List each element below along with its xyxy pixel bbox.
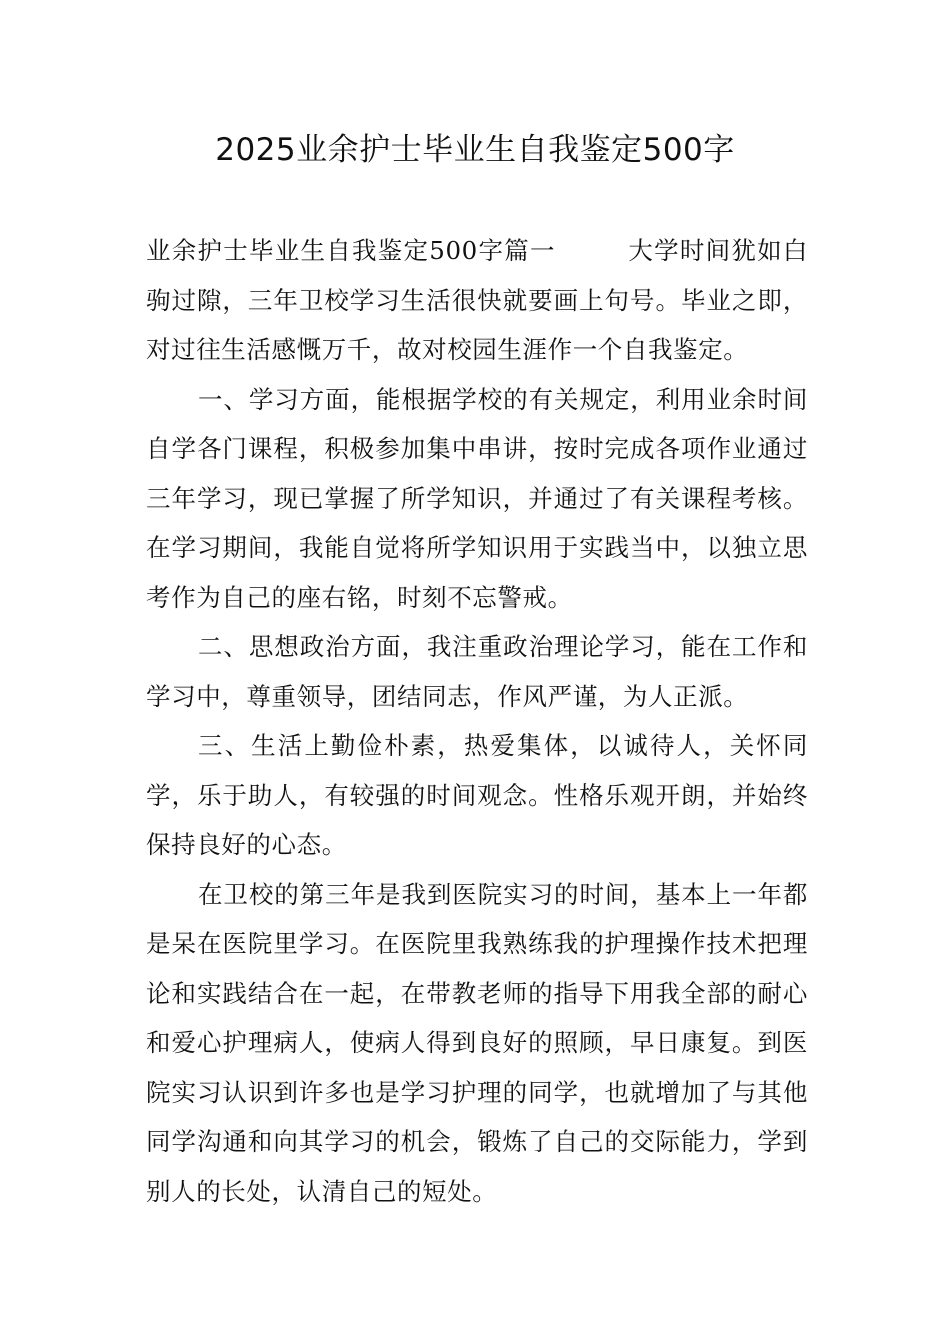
paragraph-life: 三、生活上勤俭朴素，热爱集体，以诚待人，关怀同学，乐于助人，有较强的时间观念。性格乐观开朗，并始终保持良好的心态。 [146, 731, 808, 859]
paragraph-intro [146, 226, 808, 375]
paragraph-internship: 在卫校的第三年是我到医院实习的时间，基本上一年都是呆在医院里学习。在医院里我熟练我的护理操作技术把理论和实践结合在一起，在带教老师的指导下用我全部的耐心和爱心护理病人，使病人得到良好的照顾，早日康复。到医院实习认识到许多也是学习护理的同学，也就增加了与其他同学沟通和向其学习的机会，锻炼了自己的交际能力，学到别人的长处，认清自己的短处。 [146, 879, 808, 1206]
paragraph-politics: 二、思想政治方面，我注重政治理论学习，能在工作和学习中，尊重领导，团结同志，作风严谨，为人正派。 [146, 632, 808, 711]
paragraph-text: 大学时间犹如白驹过隙，三年卫校学习生活很快就要画上句号。毕业之即，对过往生活感慨万千，故对校园生涯作一个自我鉴定。 [146, 236, 808, 364]
document-body [146, 226, 808, 1216]
document-title: 2025业余护士毕业生自我鉴定500字 [215, 132, 735, 168]
section-heading: 业余护士毕业生自我鉴定500字篇一 [146, 236, 556, 265]
paragraph-study: 一、学习方面，能根据学校的有关规定，利用业余时间自学各门课程，积极参加集中串讲，按时完成各项作业通过三年学习，现已掌握了所学知识，并通过了有关课程考核。在学习期间，我能自觉将所学知识用于实践当中，以独立思考作为自己的座右铭，时刻不忘警戒。 [146, 384, 808, 612]
